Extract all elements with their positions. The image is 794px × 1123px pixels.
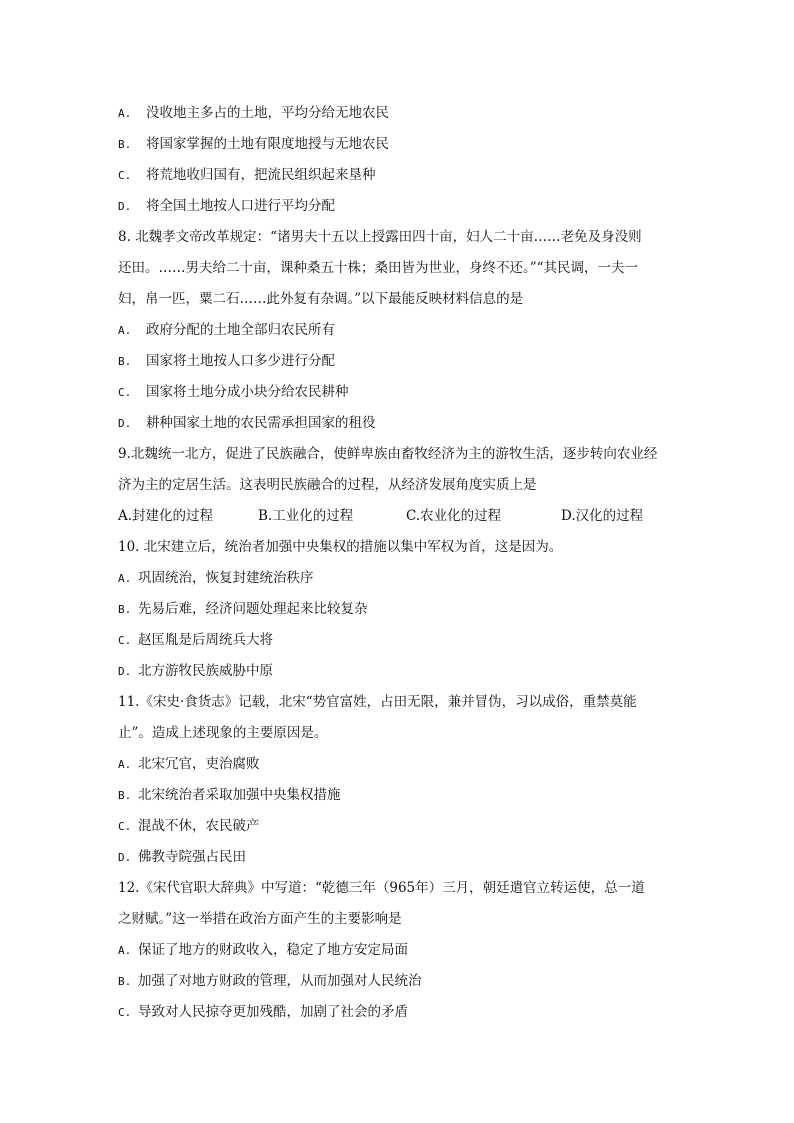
option-text: 巩固统治，恢复封建统治秩序	[138, 570, 314, 586]
option-text: 国家将土地按人口多少进行分配	[146, 353, 335, 369]
option-text: 政府分配的土地全部归农民所有	[146, 322, 335, 338]
option-text: 佛教寺院强占民田	[138, 849, 246, 865]
option-c: C.农业化的过程	[406, 508, 502, 524]
option-d	[118, 656, 680, 687]
option-d	[118, 191, 680, 222]
option-letter: A.	[118, 107, 132, 120]
option-c	[118, 811, 680, 842]
question-stem-line: 止”。造成上述现象的主要原因是。	[118, 725, 328, 741]
option-letter: C.	[118, 169, 132, 182]
option-b	[118, 594, 680, 625]
option-letter: B.	[118, 975, 132, 988]
option-d	[118, 408, 680, 439]
option-letter: C.	[118, 386, 132, 399]
option-letter: C.	[118, 1006, 132, 1019]
option-b: B.工业化的过程	[258, 508, 354, 524]
question-12	[118, 873, 680, 1028]
question-stem-line: 9.北魏统一北方，促进了民族融合，使鲜卑族由畜牧经济为主的游牧生活，逐步转向农业经	[118, 446, 658, 462]
option-letter: C.	[118, 820, 132, 833]
option-c	[118, 160, 680, 191]
option-text: 耕种国家土地的农民需承担国家的租役	[146, 415, 376, 431]
option-text: 北宋冗官，吏治腐败	[138, 756, 260, 772]
option-letter: A.	[118, 324, 132, 337]
question-stem-line: 10. 北宋建立后，统治者加强中央集权的措施以集中军权为首，这是因为。	[118, 539, 563, 555]
question-stem-line: 妇，帛一匹，粟二石……此外复有杂调。”以下最能反映材料信息的是	[118, 291, 524, 307]
option-c	[118, 377, 680, 408]
option-text: 没收地主多占的土地，平均分给无地农民	[146, 105, 389, 121]
option-text: 将国家掌握的土地有限度地授与无地农民	[146, 136, 389, 152]
option-text: 将全国土地按人口进行平均分配	[146, 198, 335, 214]
option-a	[118, 98, 680, 129]
question-8	[118, 222, 680, 439]
option-text: 加强了对地方财政的管理，从而加强对人民统治	[138, 973, 422, 989]
option-text: 北方游牧民族威胁中原	[138, 663, 273, 679]
option-letter: B.	[118, 355, 132, 368]
option-a	[118, 935, 680, 966]
option-b	[118, 346, 680, 377]
option-d: D.汉化的过程	[561, 508, 644, 524]
option-letter: A.	[118, 758, 132, 771]
option-b	[118, 129, 680, 160]
option-b	[118, 780, 680, 811]
question-9	[118, 439, 680, 532]
option-a	[118, 563, 680, 594]
option-a	[118, 749, 680, 780]
option-letter: D.	[118, 665, 132, 678]
option-letter: B.	[118, 789, 132, 802]
option-letter: D.	[118, 417, 132, 430]
question-stem-line: 还田。……男夫给二十亩，课种桑五十株；桑田皆为世业，身终不还。”“其民调，一夫一	[118, 260, 639, 276]
question-7-options	[118, 98, 680, 222]
option-text: 赵匡胤是后周统兵大将	[138, 632, 273, 648]
option-letter: D.	[118, 851, 132, 864]
option-c	[118, 997, 680, 1028]
option-letter: C.	[118, 634, 132, 647]
option-text: 混战不休，农民破产	[138, 818, 260, 834]
option-text: 导致对人民掠夺更加残酷，加剧了社会的矛盾	[138, 1004, 408, 1020]
inline-options-row	[118, 501, 680, 532]
option-text: 国家将土地分成小块分给农民耕种	[146, 384, 349, 400]
option-letter: B.	[118, 603, 132, 616]
option-text: 保证了地方的财政收入，稳定了地方安定局面	[138, 942, 408, 958]
question-stem-line: 12.《宋代官职大辞典》中写道：“乾德三年（965年）三月，朝廷遣官立转运使，总一道	[118, 880, 645, 896]
option-text: 北宋统治者采取加强中央集权措施	[138, 787, 341, 803]
option-letter: A.	[118, 944, 132, 957]
question-stem-line: 之财赋。”这一举措在政治方面产生的主要影响是	[118, 911, 402, 927]
question-11	[118, 687, 680, 873]
exam-page	[118, 98, 680, 1028]
option-c	[118, 625, 680, 656]
option-letter: B.	[118, 138, 132, 151]
option-d	[118, 842, 680, 873]
option-letter: D.	[118, 200, 132, 213]
question-stem-line: 8. 北魏孝文帝改革规定：“诸男夫十五以上授露田四十亩，妇人二十亩……老免及身没则	[118, 229, 642, 245]
option-text: 将荒地收归国有，把流民组织起来垦种	[146, 167, 376, 183]
option-a	[118, 315, 680, 346]
question-10	[118, 532, 680, 687]
question-stem-line: 11.《宋史·食货志》记载，北宋“势官富姓，占田无限，兼并冒伪，习以成俗，重禁莫能	[118, 694, 637, 710]
option-b	[118, 966, 680, 997]
option-a: A.封建化的过程	[118, 508, 214, 524]
question-stem-line: 济为主的定居生活。这表明民族融合的过程，从经济发展角度实质上是	[118, 477, 537, 493]
option-text: 先易后难，经济问题处理起来比较复杂	[138, 601, 368, 617]
option-letter: A.	[118, 572, 132, 585]
